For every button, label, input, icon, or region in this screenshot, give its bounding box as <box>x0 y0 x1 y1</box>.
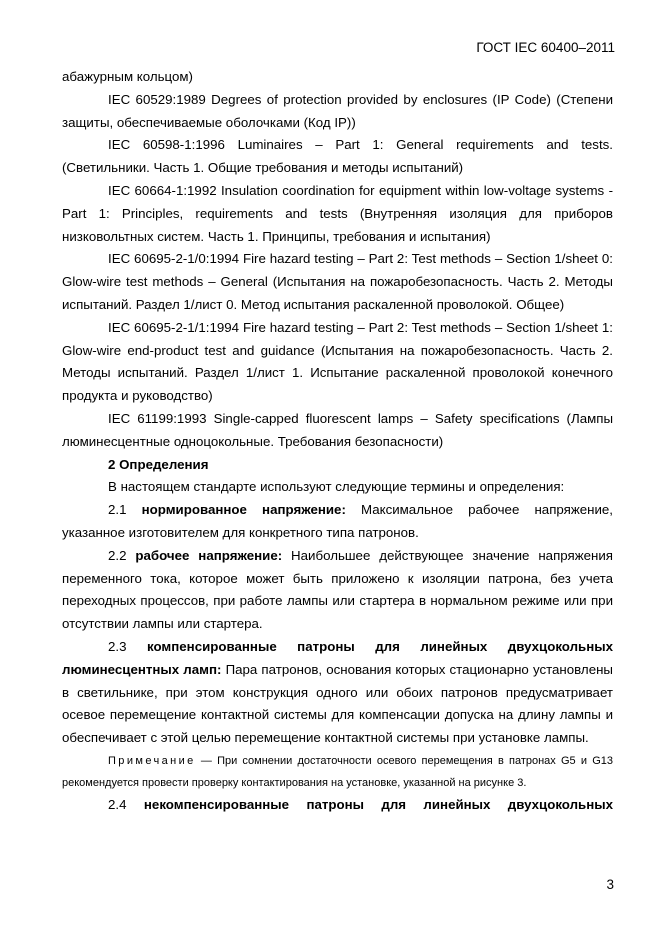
page-number: 3 <box>606 877 614 892</box>
term-name: нормированное напряжение: <box>141 502 346 518</box>
term-text: Пара патронов, основания которых стационарно установлены в светильнике, при этом конструкция одного или обоих патронов предусматривает осевое перемещение контактной системы для компенсации допуска на длину лампы и обеспечивает с этой целью перемещение контактной системы при установке лампы. <box>62 661 613 746</box>
reference-item: IEC 60529:1989 Degrees of protection provided by enclosures (IP Code) (Степени защиты, обеспечиваемые оболочками (Код IP)) <box>62 91 613 130</box>
term-name: компенсированные патроны для линейных двухцокольных люминесцентных ламп: <box>62 638 613 677</box>
section-heading-text: 2 Определения <box>108 456 209 472</box>
reference-item: IEC 61199:1993 Single-capped fluorescent lamps – Safety specifications (Лампы люминесцентные одноцокольные. Требования безопасности) <box>62 410 613 449</box>
term-definition <box>62 636 613 750</box>
term-number: 2.1 <box>108 502 127 518</box>
term-number: 2.3 <box>108 638 127 654</box>
term-number: 2.4 <box>108 796 127 812</box>
note-label: Примечание <box>108 754 196 767</box>
term-name: некомпенсированные патроны для линейных двухцокольных <box>143 796 613 812</box>
page-content <box>62 66 613 817</box>
reference-item: IEC 60695-2-1/0:1994 Fire hazard testing – Part 2: Test methods – Section 1/sheet 0: Glow-wire test methods – General (Испытания на пожаробезопасность. Часть 2. Методы испытаний. Раздел 1/лист 0. Метод испытания раскаленной проволокой. Общее) <box>62 251 613 312</box>
term-name: рабочее напряжение: <box>135 547 283 563</box>
section-heading <box>62 454 613 477</box>
term-definition <box>62 499 613 545</box>
document-header: ГОСТ IEC 60400–2011 <box>476 40 615 55</box>
term-definition <box>62 545 613 636</box>
term-number: 2.2 <box>108 547 127 563</box>
term-text: Наибольшее действующее значение напряжения переменного тока, которое может быть приложено к изоляции патрона, без учета переходных процессов, при работе лампы или стартера в нормальном режиме или при отсутствии лампы или стартера. <box>62 547 613 632</box>
term-definition <box>62 794 613 817</box>
reference-item: IEC 60695-2-1/1:1994 Fire hazard testing – Part 2: Test methods – Section 1/sheet 1: Glow-wire end-product test and guidance (Испытания на пожаробезопасность. Часть 2. Методы испытаний. Раздел 1/лист 1. Испытание раскаленной проволокой конечного продукта и руководство) <box>62 319 613 404</box>
reference-item: IEC 60664-1:1992 Insulation coordination for equipment within low-voltage systems - Part 1: Principles, requirements and tests (Внутренняя изоляция для приборов низковольтных систем. Часть 1. Принципы, требования и испытания) <box>62 182 613 244</box>
term-text: Максимальное рабочее напряжение, указанное изготовителем для конкретного типа патронов. <box>62 502 613 540</box>
section-intro: В настоящем стандарте используют следующие термины и определения: <box>108 479 565 495</box>
reference-item: IEC 60598-1:1996 Luminaires – Part 1: General requirements and tests. (Светильники. Часть 1. Общие требования и методы испытаний) <box>62 137 613 176</box>
note-text: — При сомнении достаточности осевого перемещения в патронах G5 и G13 рекомендуется провести проверку контактирования на установке, указанной на рисунке 3. <box>62 754 613 789</box>
note <box>62 750 613 794</box>
continued-line: абажурным кольцом) <box>62 69 193 84</box>
